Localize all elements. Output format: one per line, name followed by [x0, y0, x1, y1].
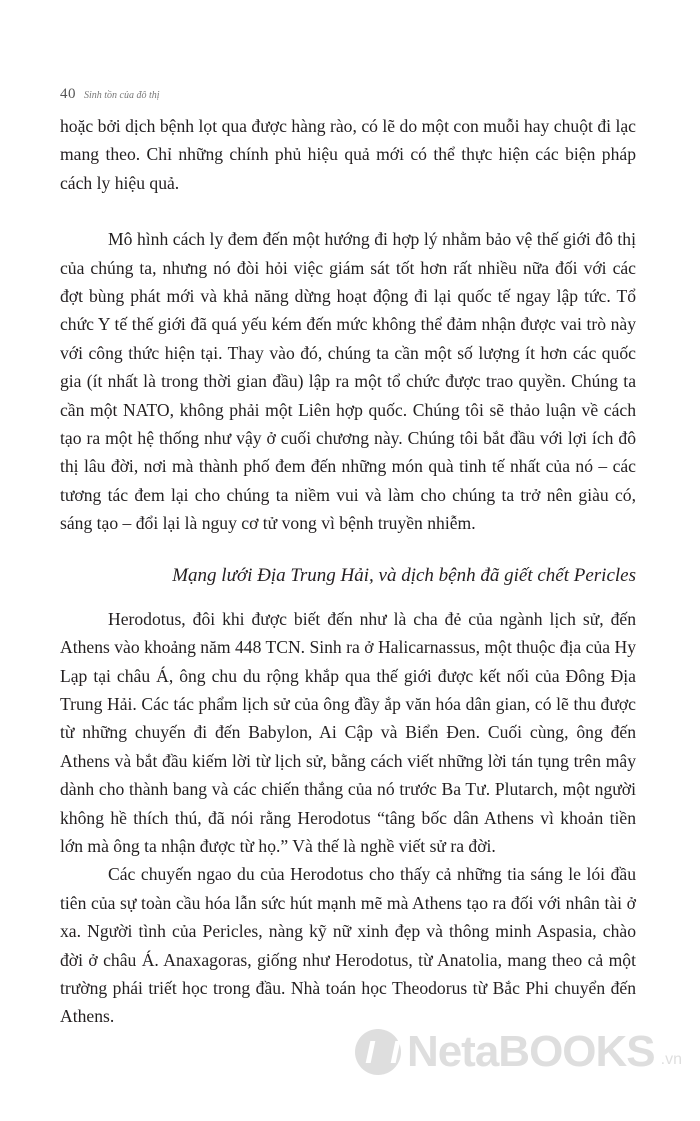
paragraph-gap [60, 197, 636, 225]
watermark-brand: NetaBOOKS [406, 1027, 655, 1076]
paragraph: Mô hình cách ly đem đến một hướng đi hợp lý nhằm bảo vệ thế giới đô thị của chúng ta, nhưng nó đòi hỏi việc giám sát tốt hơn rất nhiều nữa đối với các đợt bùng phát mới và khả năng dừng hoạt động đi lại quốc tế ngay lập tức. Tổ chức Y tế thế giới đã quá yếu kém đến mức không thể đảm nhận được vai trò này với công thức hiện tại. Thay vào đó, chúng ta cần một số lượng ít hơn các quốc gia (ít nhất là trong thời gian đầu) lập ra một tổ chức được trao quyền. Chúng ta cần một NATO, không phải một Liên hợp quốc. Chúng tôi sẽ thảo luận về cách tạo ra một hệ thống như vậy ở cuối chương này. Chúng tôi bắt đầu với lợi ích đô thị lâu đời, nơi mà thành phố đem đến những món quà tinh tế nhất của nó – các tương tác đem lại cho chúng ta niềm vui và làm cho chúng ta trở nên giàu có, sáng tạo – đổi lại là nguy cơ tử vong vì bệnh truyền nhiễm. [60, 229, 636, 534]
body-text [60, 112, 636, 1031]
paragraph: Herodotus, đôi khi được biết đến như là cha đẻ của ngành lịch sử, đến Athens vào khoảng năm 448 TCN. Sinh ra ở Halicarnassus, một thuộc địa của Hy Lạp tại châu Á, ông chu du rộng khắp qua thế giới được kết nối của Đông Địa Trung Hải. Các tác phẩm lịch sử của ông đầy ắp văn hóa dân gian, có lẽ thu được từ những chuyến đi đến Babylon, Ai Cập và Biển Đen. Cuối cùng, ông đến Athens và bắt đầu kiếm lời từ lịch sử, bằng cách viết những lời tán tụng trên mây dành cho thành bang và các chiến thắng của nó trước Ba Tư. Plutarch, một người không hề thích thú, đã nói rằng Herodotus “tâng bốc dân Athens vì khoản tiền lớn mà ông ta nhận được từ họ.” Và thế là nghề viết sử ra đời. [60, 608, 636, 856]
watermark-suffix: .vn [660, 1051, 682, 1068]
netabooks-logo-icon [355, 1029, 401, 1075]
page-number: 40 [60, 86, 76, 102]
paragraph-continued: hoặc bởi dịch bệnh lọt qua được hàng rào, có lẽ do một con muỗi hay chuột đi lạc mang theo. Chỉ những chính phủ hiệu quả mới có thể thực hiện các biện pháp cách ly hiệu quả. [60, 116, 636, 193]
section-heading: Mạng lưới Địa Trung Hải, và dịch bệnh đã giết chết Pericles [172, 564, 636, 586]
running-title: Sinh tồn của đô thị [84, 90, 160, 101]
paragraph: Các chuyến ngao du của Herodotus cho thấy cả những tia sáng le lói đầu tiên của sự toàn cầu hóa lẫn sức hút mạnh mẽ mà Athens tạo ra đối với nhân tài ở xa. Người tình của Pericles, nàng kỹ nữ xinh đẹp và thông minh Aspasia, chào đời ở châu Á. Anaxagoras, giống như Herodotus, từ Anatolia, mang theo cả một trường phái triết học trong đầu. Nhà toán học Theodorus từ Bắc Phi chuyển đến Athens. [60, 864, 636, 1027]
publisher-watermark [355, 1027, 682, 1077]
running-head [60, 86, 160, 103]
